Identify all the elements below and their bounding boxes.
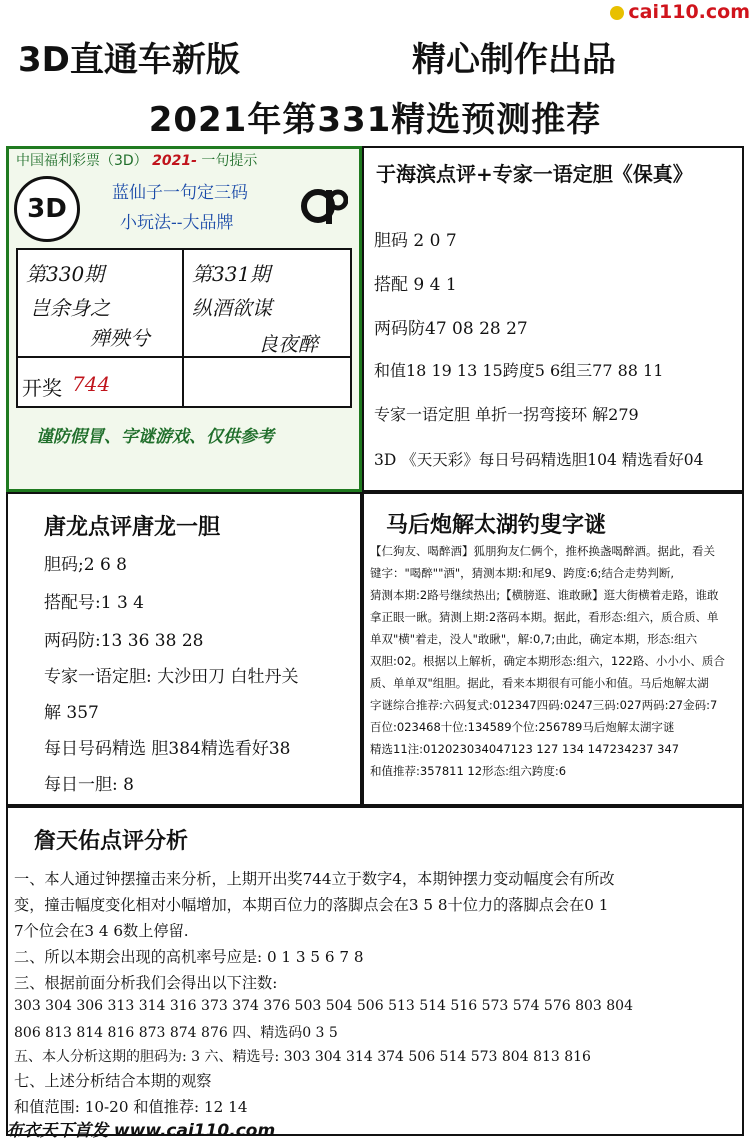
prev-riddle-line-1: 岂余身之	[30, 296, 110, 320]
panel-expert-line: 两码防47 08 28 27	[374, 319, 528, 339]
site-logo	[595, 0, 750, 26]
panel-tanglong-line: 搭配号:1 3 4	[44, 593, 144, 613]
footer-credit: 布衣天下首发 www.cai110.com	[6, 1121, 276, 1141]
badge-3d-icon: 3D	[14, 176, 80, 242]
panel-tanglong-line: 专家一语定胆: 大沙田刀 白牡丹关	[44, 667, 299, 687]
panel-tanglong-line: 两码防:13 36 38 28	[44, 631, 204, 651]
header-right-title: 精心制作出品	[412, 40, 616, 80]
panel-analysis-line: 303 304 306 313 314 316 373 374 376 503 504 506 513 514 516 573 574 576 803 804	[14, 998, 633, 1014]
panel-analysis-line: 变，撞击幅度变化相对小幅增加，本期百位力的落脚点会在3 5 8十位力的落脚点会在0 1	[14, 896, 609, 914]
panel-tanglong-title: 唐龙点评唐龙一胆	[44, 514, 221, 540]
ticket-header-label: 中国福利彩票（3D）	[16, 153, 148, 169]
cur-riddle-line-2: 良夜醉	[258, 332, 318, 356]
logo-dot-icon	[610, 6, 624, 20]
panel-analysis-line: 一、本人通过钟摆撞击来分析，上期开出奖744立于数字4，本期钟摆力变动幅度会有所改	[14, 870, 615, 888]
panel-riddle-line: 键字："喝醉""酒"，猜测本期:和尾9、跨度:6;结合走势判断,	[370, 566, 675, 580]
panel-expert-line: 和值18 19 13 15跨度5 6组三77 88 11	[374, 361, 664, 380]
panel-riddle	[362, 492, 744, 806]
prev-riddle-line-2: 殚殃兮	[90, 326, 150, 350]
ticket-disclaimer: 谨防假冒、字谜游戏、仅供参考	[36, 427, 274, 447]
panel-tanglong-line: 每日一胆: 8	[44, 775, 134, 795]
panel-analysis-line: 七、上述分析结合本期的观察	[14, 1072, 212, 1090]
panel-analysis-line: 和值范围: 10-20 和值推荐: 12 14	[14, 1098, 248, 1116]
panel-expert-line: 专家一语定胆 单折一拐弯接环 解279	[374, 405, 639, 424]
panel-riddle-title: 马后炮解太湖钓叟字谜	[386, 512, 607, 538]
cur-riddle-line-1: 纵酒欲谋	[192, 296, 272, 320]
page-subtitle: 2021年第331精选预测推荐	[148, 100, 602, 140]
ticket-slogan-2: 小玩法--大品牌	[120, 213, 234, 233]
panel-expert-title: 于海滨点评+专家一语定胆《保真》	[376, 162, 693, 186]
grid-divider	[182, 248, 184, 408]
panel-riddle-line: 百位:023468十位:134589个位:256789马后炮解太湖字谜	[370, 720, 675, 734]
cur-period: 第331期	[192, 262, 271, 286]
panel-riddle-line: 单双"横"着走，没人"敢瞅"，解:0,7;由此，确定本期，形态:组六	[370, 632, 698, 646]
prev-period: 第330期	[26, 262, 105, 286]
panel-tanglong-line: 胆码;2 6 8	[44, 555, 127, 575]
panel-riddle-line: 和值推荐:357811 12形态:组六跨度:6	[370, 764, 567, 778]
panel-riddle-line: 字谜综合推荐:六码复式:012347四码:0247三码:027两码:27金码:7	[370, 698, 718, 712]
ticket-slogan-1: 蓝仙子一句定三码	[112, 183, 248, 203]
ticket-header-year: 2021-	[152, 153, 197, 169]
panel-analysis-line: 7个位会在3 4 6数上停留.	[14, 922, 189, 940]
panel-riddle-line: 精选11注:012023034047123 127 134 147234237 347	[370, 742, 680, 756]
draw-value: 744	[72, 372, 111, 396]
draw-label: 开奖	[22, 376, 62, 400]
panel-analysis-line: 二、所以本期会出现的高机率号应是: 0 1 3 5 6 7 8	[14, 948, 364, 966]
panel-riddle-line: 猜测本期:2路号继续热出;【横膀逛、谁敢瞅】逛大街横着走路，谁敢	[370, 588, 719, 602]
panel-riddle-line: 双胆:02。根据以上解析，确定本期形态:组六，122路、小小小、质合	[370, 654, 725, 668]
panel-tanglong-line: 解 357	[44, 703, 99, 723]
panel-riddle-line: 拿正眼一瞅。猜测上期:2落码本期。据此，看形态:组六，质合质、单	[370, 610, 719, 624]
lottery-logo-icon	[300, 182, 348, 230]
ticket-header	[16, 150, 257, 170]
panel-riddle-line: 【仁狗友、喝醉酒】狐朋狗友仁俩个，推杯换盏喝醉酒。据此，看关	[370, 544, 715, 558]
ticket-header-tail: 一句提示	[201, 153, 258, 169]
site-name: cai110.com	[628, 1, 750, 23]
panel-analysis-line: 三、根据前面分析我们会得出以下注数:	[14, 974, 278, 992]
panel-analysis-title: 詹天佑点评分析	[34, 828, 189, 854]
panel-analysis-line: 五、本人分析这期的胆码为: 3 六、精选号: 303 304 314 374 506 514 573 804 813 816	[14, 1049, 591, 1065]
header-left-title: 3D直通车新版	[18, 40, 240, 80]
panel-analysis-line: 806 813 814 816 873 874 876 四、精选码0 3 5	[14, 1025, 338, 1041]
panel-expert-line: 胆码 2 0 7	[374, 231, 457, 251]
panel-tanglong-line: 每日号码精选 胆384精选看好38	[44, 739, 291, 759]
panel-riddle-line: 质、单单双"组胆。据此，看来本期很有可能小和值。马后炮解太湖	[370, 676, 709, 690]
panel-expert-line: 搭配 9 4 1	[374, 275, 457, 295]
panel-expert-line: 3D 《天天彩》每日号码精选胆104 精选看好04	[374, 451, 704, 469]
